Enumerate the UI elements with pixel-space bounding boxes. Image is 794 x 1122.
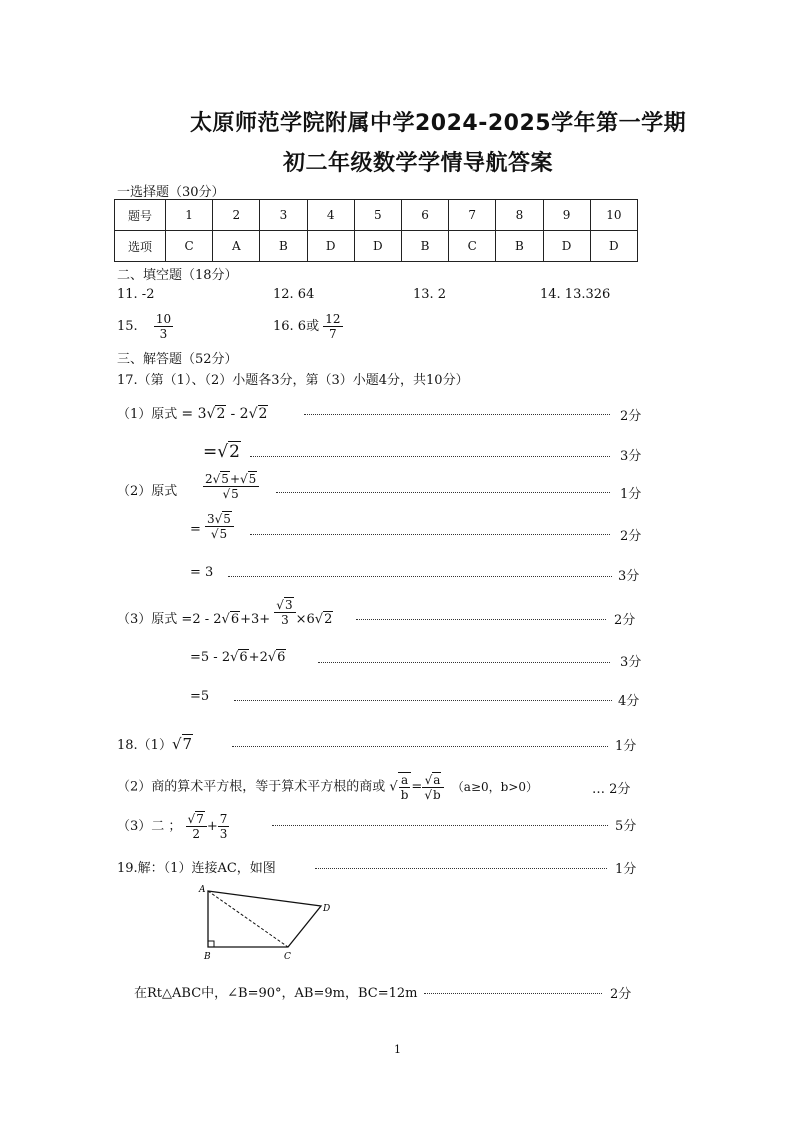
score: 3分 (618, 569, 640, 584)
radicand: 6 (239, 650, 248, 665)
fraction-numerator (186, 812, 207, 827)
plus: + (206, 819, 218, 834)
table-cell: D (354, 231, 401, 262)
radicand: 2 (258, 406, 268, 422)
score: 1分 (615, 862, 637, 877)
radicand: b (432, 787, 441, 802)
q18-p3-fraction1 (186, 812, 207, 841)
q19-line1: 19.解：（1）连接AC，如图 (117, 861, 276, 876)
title-line-2: 初二年级数学学情导航答案 (283, 151, 554, 176)
table-row2-label: 选项 (115, 231, 166, 262)
radicand: 6 (277, 650, 286, 665)
q17-p1-label: （1）原式 (117, 407, 178, 422)
q17-p3-l1-c: ×6 (295, 612, 315, 627)
q17-p3-l2-b: +2 (248, 650, 268, 665)
sqrt-sign: √2 (314, 612, 333, 627)
answer-table-row-numbers (115, 200, 638, 231)
section2-heading: 二、填空题（18分） (117, 268, 238, 283)
table-cell: 3 (260, 200, 307, 231)
q18-p3-fraction2 (218, 812, 230, 841)
score: 5分 (615, 819, 637, 834)
coef: 3 (207, 512, 215, 526)
section3-heading: 三、解答题（52分） (117, 352, 238, 367)
q17-p1-l2-eq: = (203, 442, 218, 462)
sqrt-sign: √2 (206, 406, 226, 422)
score: … 2分 (592, 782, 631, 797)
table-cell: 5 (354, 200, 401, 231)
q17-intro: 17.（第（1）、（2）小题各3分，第（3）小题4分，共10分） (117, 373, 469, 388)
radicand: 2 (229, 442, 240, 462)
table-cell: C (166, 231, 213, 262)
fraction-numerator (205, 512, 234, 527)
answer-table-row-answers (115, 231, 638, 262)
q18-p3-label: （3）二 ； (117, 819, 182, 834)
sqrt-sign: √6 (221, 612, 240, 627)
q18-fraction-ab (398, 772, 412, 802)
table-cell: 10 (590, 200, 637, 231)
table-cell: 8 (496, 200, 543, 231)
fraction-denominator (422, 788, 443, 802)
fraction-denominator: 2 (192, 827, 201, 841)
score: 2分 (614, 613, 636, 628)
leader-dots (356, 619, 606, 620)
leader-dots (276, 492, 610, 493)
q18-p1-label: 18.（1） (117, 738, 172, 753)
sqrt-sign: √a (424, 772, 441, 787)
q18-condition: （a≥0，b>0） (451, 779, 539, 794)
fraction-denominator: 3 (219, 827, 228, 841)
table-cell: 7 (449, 200, 496, 231)
sqrt-sign: √5 (210, 527, 228, 541)
sqrt-sign: √2 (248, 406, 268, 422)
right-angle-mark (208, 941, 214, 947)
q17-p3-l2-a: =5 - 2 (190, 650, 231, 665)
fraction-denominator (205, 527, 234, 541)
q18-p2-text: （2）商的算术平方根，等于算术平方根的商或 (117, 779, 386, 795)
answer-q15 (117, 312, 173, 341)
table-row1-label: 题号 (115, 200, 166, 231)
q17-part2-line2 (205, 512, 234, 541)
sqrt-sign: √2 (217, 442, 240, 462)
leader-dots (232, 746, 608, 747)
sqrt-sign: √6 (267, 650, 286, 665)
score: 2分 (620, 529, 642, 544)
table-cell: B (260, 231, 307, 262)
score: 2分 (610, 987, 632, 1002)
q18-part3 (117, 812, 229, 841)
fraction-numerator: 7 (219, 812, 228, 826)
sqrt-sign: √b (424, 787, 441, 802)
q17-part3-line1 (117, 598, 333, 627)
score: 4分 (618, 694, 640, 709)
q17-part1-line2 (203, 442, 241, 462)
plus: + (229, 472, 240, 486)
q18-fraction-sqrt (422, 773, 443, 802)
score: 1分 (615, 739, 637, 754)
answer-q16 (273, 312, 343, 341)
table-cell: 4 (307, 200, 354, 231)
table-cell: 1 (166, 200, 213, 231)
page-number: 1 (394, 1043, 401, 1056)
fraction-numerator (422, 773, 443, 788)
sqrt-sign: √5 (240, 472, 257, 486)
section1-heading: 一选择题（30分） (117, 185, 225, 200)
table-cell: B (401, 231, 448, 262)
leader-dots (272, 825, 608, 826)
radicand: 5 (223, 512, 231, 526)
radicand: 6 (230, 612, 240, 627)
q17-part2-line3: = 3 (190, 565, 214, 580)
leader-dots (315, 868, 607, 869)
leader-dots (234, 700, 612, 701)
q18-part2 (117, 772, 538, 802)
leader-dots (250, 534, 610, 535)
q17-part3-line3: =5 (190, 689, 210, 704)
fraction-numerator: a (399, 773, 411, 788)
quadrilateral-figure (195, 880, 335, 962)
radicand: 3 (284, 598, 293, 612)
sqrt-sign: √3 (276, 598, 293, 612)
radicand: 5 (219, 527, 228, 541)
sqrt-sign: √5 (222, 487, 239, 501)
score: 1分 (620, 487, 642, 502)
q16-label: 16. 6或 (273, 319, 320, 334)
fraction-denominator: 3 (281, 613, 289, 627)
table-cell: B (496, 231, 543, 262)
title-line-1: 太原师范学院附属中学2024-2025学年第一学期 (190, 111, 687, 136)
sqrt-sign: √5 (212, 472, 229, 486)
q17-part1-line1 (117, 403, 268, 422)
radicand: 5 (231, 487, 239, 501)
leader-dots (228, 576, 612, 577)
q19-line2: 在Rt△ABC中，∠B=90°，AB=9m，BC=12m (134, 986, 418, 1001)
q16-fraction (323, 312, 342, 341)
q17-part3-line2 (190, 650, 286, 665)
sqrt-sign: √7 (187, 812, 204, 826)
table-cell: D (590, 231, 637, 262)
q17-p2-l2-eq: = (190, 522, 201, 537)
answer-q11: 11. -2 (117, 287, 155, 302)
q15-denominator: 3 (159, 327, 168, 341)
q17-p2-fraction2 (205, 512, 234, 541)
q15-fraction (154, 312, 173, 341)
q17-part2-line1 (203, 472, 259, 501)
leader-dots (250, 456, 610, 457)
radicand: 7 (182, 735, 193, 753)
answer-q13: 13. 2 (413, 287, 447, 302)
vertex-label-c: C (284, 952, 291, 962)
radicand: 2 (216, 406, 226, 422)
q17-p3-label: （3）原式 (117, 612, 178, 627)
q15-label: 15. (117, 319, 138, 334)
vertex-label-a: A (199, 885, 206, 895)
fraction-denominator (203, 487, 259, 501)
table-cell: C (449, 231, 496, 262)
table-cell: 6 (401, 200, 448, 231)
score: 2分 (620, 409, 642, 424)
leader-dots (424, 993, 602, 994)
leader-dots (304, 414, 610, 415)
answer-q12: 12. 64 (273, 287, 315, 302)
radicand: 5 (248, 472, 257, 486)
q17-part2-label: （2）原式 (117, 484, 178, 499)
sqrt-sign: √5 (214, 512, 231, 526)
fraction-numerator (274, 598, 295, 613)
q17-p3-l1-b: +3+ (240, 612, 271, 627)
sqrt-sign: √6 (230, 650, 248, 665)
q17-p1-l1-a: = 3 (181, 406, 207, 422)
radicand: a (433, 772, 441, 787)
q17-p3-fraction (274, 598, 295, 627)
table-cell: 2 (213, 200, 260, 231)
coef: 2 (205, 472, 213, 486)
vertex-label-d: D (323, 904, 331, 914)
radicand: 7 (196, 812, 204, 826)
table-cell: 9 (543, 200, 590, 231)
q17-p1-l1-b: - 2 (230, 406, 249, 422)
equals: = (411, 779, 423, 795)
answer-table (114, 199, 638, 262)
q18-part1 (117, 734, 193, 753)
q17-p3-l1-a: =2 - 2 (181, 612, 222, 627)
leader-dots (318, 662, 610, 663)
sqrt-sign: √ $\frac{a}{b}$ (389, 772, 411, 802)
score: 3分 (620, 655, 642, 670)
answer-q14: 14. 13.326 (540, 287, 611, 302)
quadrilateral-abcd (208, 891, 321, 947)
table-cell: D (543, 231, 590, 262)
q16-numerator: 12 (325, 312, 341, 326)
q17-p2-fraction1 (203, 472, 259, 501)
q16-denominator: 7 (329, 327, 337, 341)
q15-numerator: 10 (155, 312, 172, 326)
fraction-denominator: b (400, 788, 409, 802)
score: 3分 (620, 449, 642, 464)
table-cell: D (307, 231, 354, 262)
sqrt-sign: √7 (171, 735, 193, 753)
fraction-numerator (203, 472, 259, 487)
vertex-label-b: B (204, 952, 211, 962)
table-cell: A (213, 231, 260, 262)
radicand: 2 (324, 612, 333, 627)
radicand: 5 (221, 472, 229, 486)
